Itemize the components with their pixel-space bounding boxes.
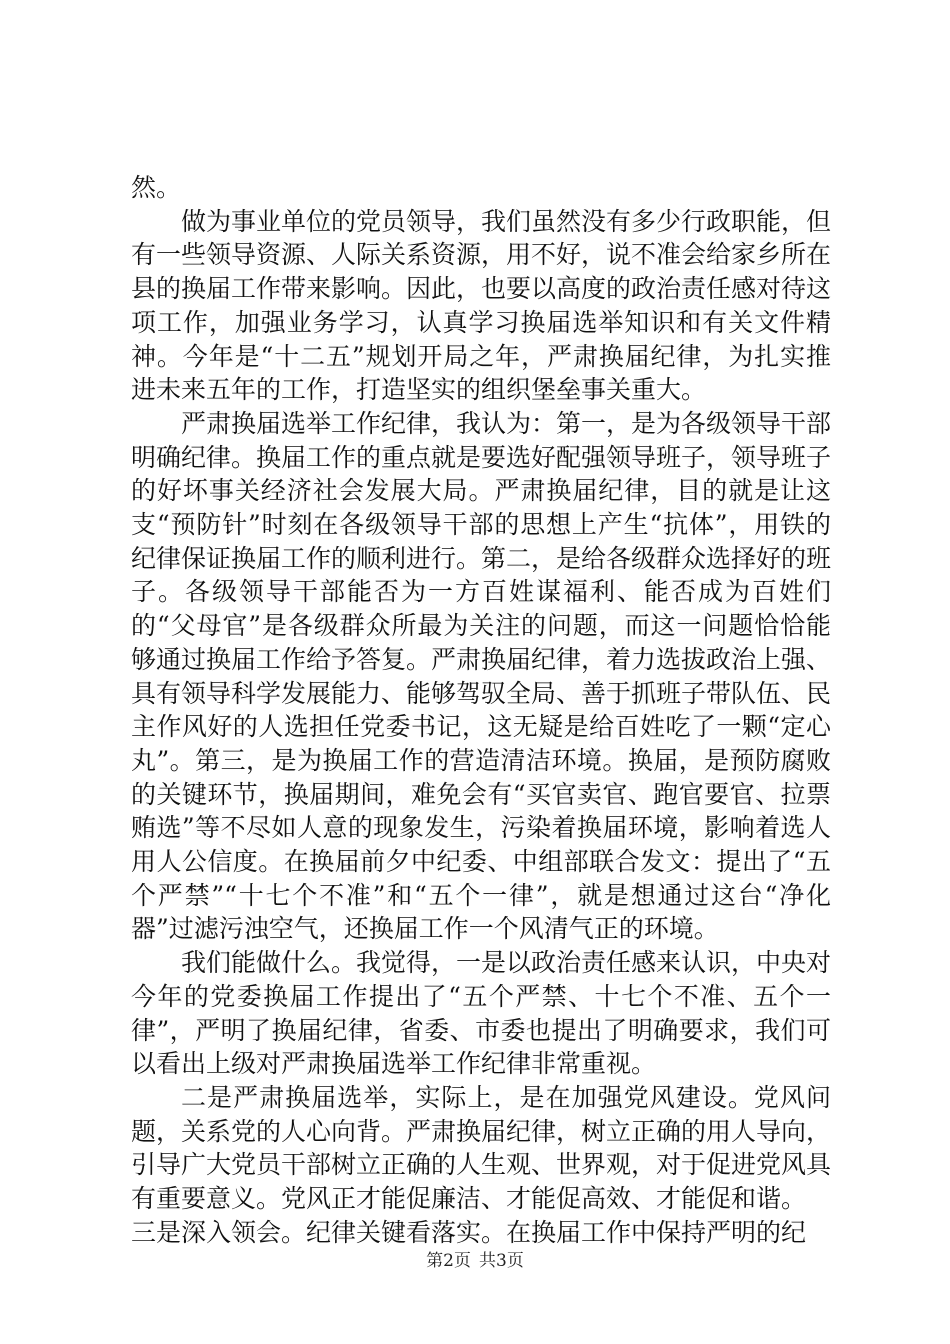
document-body — [131, 171, 831, 1250]
paragraph-discipline-reasons: 严肃换届选举工作纪律，我认为：第一，是为各级领导干部明确纪律。换届工作的重点就是要选好配强领导班子，领导班子的好坏事关经济社会发展大局。严肃换届纪律，目的就是让这支“预防针”时刻在各级领导干部的思想上产生“抗体”，用铁的纪律保证换届工作的顺利进行。第二，是给各级群众选择好的班子。各级领导干部能否为一方百姓谋福利、能否成为百姓们的“父母官”是各级群众所最为关注的问题，而这一问题恰恰能够通过换届工作给予答复。严肃换届纪律，着力选拔政治上强、具有领导科学发展能力、能够驾驭全局、善于抓班子带队伍、民主作风好的人选担任党委书记，这无疑是给百姓吃了一颗“定心丸”。第三，是为换届工作的营造清洁环境。换届，是预防腐败的关键环节，换届期间，难免会有“买官卖官、跑官要官、拉票贿选”等不尽如人意的现象发生，污染着换届环境，影响着选人用人公信度。在换届前夕中纪委、中组部联合发文：提出了“五个严禁”“十七个不准”和“五个一律”，就是想通过这台“净化器”过滤污浊空气，还换届工作一个风清气正的环境。 — [131, 408, 832, 944]
page-total: 共3页 — [479, 1251, 524, 1271]
paragraph-what-we-can-do: 我们能做什么。我觉得，一是以政治责任感来认识，中央对今年的党委换届工作提出了“五个严禁、十七个不准、五个一律”，严明了换届纪律，省委、市委也提出了明确要求，我们可以看出上级对严肃换届选举工作纪律非常重视。 — [131, 948, 832, 1079]
paragraph-continuation: 然。 — [131, 173, 182, 202]
paragraph-leadership-resources: 做为事业单位的党员领导，我们虽然没有多少行政职能，但有一些领导资源、人际关系资源，用不好，说不准会给家乡所在县的换届工作带来影响。因此，也要以高度的政治责任感对待这项工作，加强业务学习，认真学习换届选举知识和有关文件精神。今年是“十二五”规划开局之年，严肃换届纪律，为扎实推进未来五年的工作，打造坚实的组织堡垒事关重大。 — [131, 206, 832, 405]
paragraph-deep-understanding: 三是深入领会。纪律关键看落实。在换届工作中保持严明的纪 — [131, 1217, 807, 1247]
page-footer — [0, 1246, 950, 1271]
paragraph-party-conduct: 二是严肃换届选举，实际上，是在加强党风建设。党风问题，关系党的人心向背。严肃换届纪律，树立正确的用人导向，引导广大党员干部树立正确的人生观、世界观，对于促进党风具有重要意义。党风正才能促廉洁、才能促高效、才能促和谐。 — [131, 1082, 832, 1214]
page-number: 第2页 — [426, 1251, 471, 1271]
